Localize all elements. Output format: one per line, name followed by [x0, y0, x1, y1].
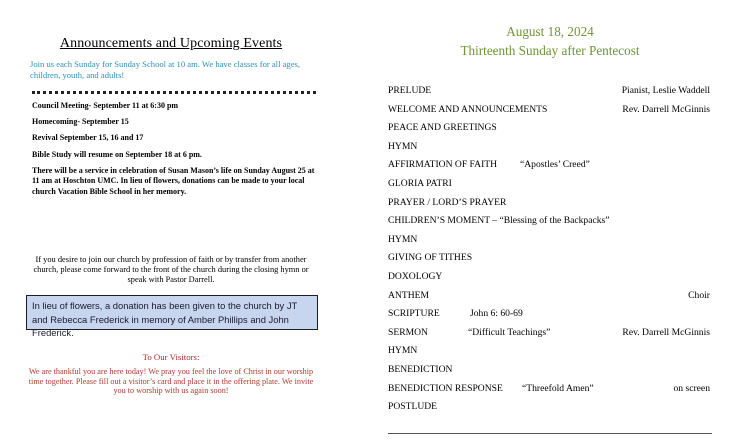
- worship-item-label: WELCOME AND ANNOUNCEMENTS: [388, 103, 548, 115]
- announcements-panel: [26, 0, 326, 443]
- announcements-title: Announcements and Upcoming Events: [59, 36, 283, 51]
- worship-item-detail: “Apostles’ Creed”: [520, 159, 590, 171]
- visitors-message: We are thankful you are here today! We pray you feel the love of Christ in our worship time together. Please fill out a visitor’s card and place it in the offering plate. We invite you to worship with us again soon!: [28, 367, 314, 396]
- worship-item-label: HYMN: [388, 140, 418, 152]
- donation-notice-box: In lieu of flowers, a donation has been given to the church by JT and Rebecca Frederick in memory of Amber Phillips and John Frederick.: [26, 295, 318, 330]
- worship-item: [388, 232, 710, 251]
- worship-item: [388, 213, 710, 232]
- event-bible-study: Bible Study will resume on September 18 at 6 pm.: [32, 149, 202, 159]
- worship-item-leader: Choir: [688, 289, 710, 301]
- order-of-worship-panel: [388, 0, 712, 443]
- event-memorial-service: There will be a service in celebration of Susan Mason’s life on Sunday August 25 at 11 am at Hoschton UMC. In lieu of flowers, donations can be made to your local church Vacation Bible School in her memory.: [32, 165, 315, 196]
- worship-item: [388, 195, 710, 214]
- worship-item-label: HYMN: [388, 233, 418, 245]
- membership-notice: If you desire to join our church by profession of faith or by transfer from another church, please come forward to the front of the church during the closing hymn or speak with Pastor Darrell.: [33, 255, 309, 284]
- worship-item: [388, 269, 710, 288]
- worship-item: [388, 343, 710, 362]
- sunday-school-notice: Join us each Sunday for Sunday School at 10 am. We have classes for all ages, children, youth, and adults!: [30, 59, 301, 80]
- worship-item: [388, 325, 710, 344]
- worship-item-label: GIVING OF TITHES: [388, 252, 473, 264]
- worship-item: [388, 362, 710, 381]
- event-revival: Revival September 15, 16 and 17: [32, 133, 144, 143]
- worship-item: [388, 288, 710, 307]
- worship-item-detail: John 6: 60-69: [470, 308, 523, 320]
- worship-item: [388, 176, 710, 195]
- worship-item-label: POSTLUDE: [388, 401, 438, 413]
- visitors-heading: To Our Visitors:: [142, 352, 200, 362]
- worship-item: [388, 120, 710, 139]
- worship-item-label: SERMON: [388, 326, 428, 338]
- order-of-worship: [388, 83, 710, 418]
- worship-item-label: PRAYER / LORD’S PRAYER: [388, 196, 507, 208]
- worship-item-leader: Rev. Darrell McGinnis: [622, 103, 710, 115]
- worship-item: [388, 157, 710, 176]
- event-council-meeting: Council Meeting- September 11 at 6:30 pm: [32, 101, 179, 110]
- worship-item-label: CHILDREN’S MOMENT – “Blessing of the Backpacks”: [388, 215, 610, 227]
- bottom-rule: [388, 433, 712, 434]
- worship-item-label: GLORIA PATRI: [388, 177, 452, 189]
- worship-item-leader: on screen: [673, 382, 710, 394]
- worship-item: [388, 139, 710, 158]
- worship-item-leader: Pianist, Leslie Waddell: [621, 85, 710, 96]
- worship-item-label: DOXOLOGY: [388, 270, 443, 282]
- worship-item-label: ANTHEM: [388, 289, 430, 301]
- worship-item: [388, 102, 710, 121]
- worship-item: [388, 399, 710, 418]
- worship-item: [388, 381, 710, 400]
- worship-item-label: HYMN: [388, 345, 418, 357]
- worship-item-detail: “Threefold Amen”: [522, 382, 594, 394]
- liturgical-day: Thirteenth Sunday after Pentecost: [460, 43, 640, 58]
- worship-item-detail: “Difficult Teachings”: [468, 326, 551, 338]
- worship-item: [388, 306, 710, 325]
- worship-item-label: BENEDICTION: [388, 363, 453, 375]
- worship-item-label: PRELUDE: [388, 85, 432, 96]
- dotted-divider: [32, 91, 316, 94]
- worship-item-label: BENEDICTION RESPONSE: [388, 382, 503, 394]
- worship-item-label: PEACE AND GREETINGS: [388, 122, 497, 134]
- worship-item-leader: Rev. Darrell McGinnis: [622, 326, 710, 338]
- worship-item: [388, 250, 710, 269]
- service-date: August 18, 2024: [506, 24, 594, 39]
- worship-item: [388, 83, 710, 102]
- worship-item-label: AFFIRMATION OF FAITH: [388, 159, 498, 171]
- event-homecoming: Homecoming- September 15: [32, 117, 129, 127]
- worship-item-label: SCRIPTURE: [388, 308, 440, 320]
- events-list: [32, 101, 316, 203]
